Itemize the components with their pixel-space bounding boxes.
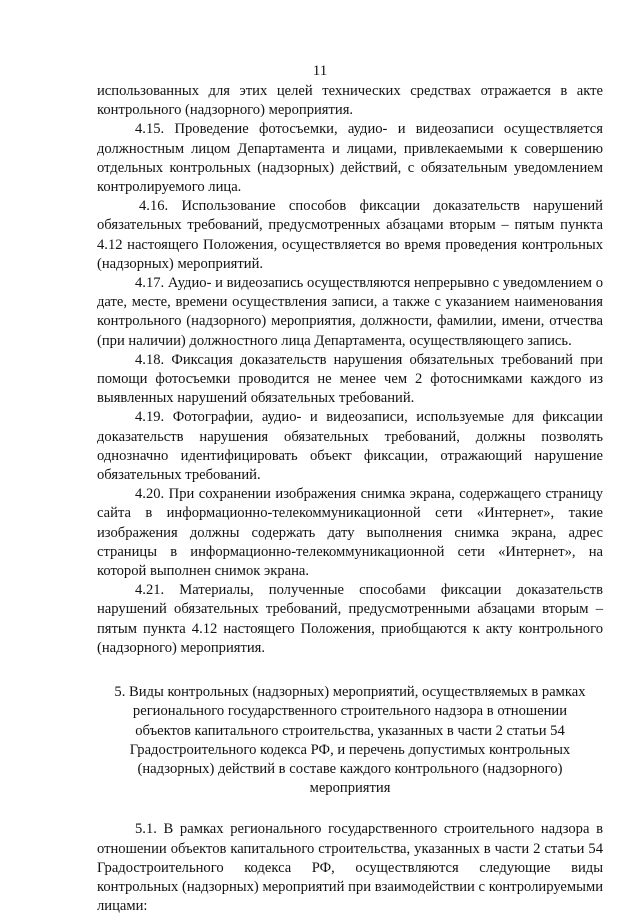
paragraph-4-15: 4.15. Проведение фотосъемки, аудио- и видеозаписи осуществляется должностным лицом Департамента и лицами, привлекаемыми к совершению отдельных контрольных (надзорных) действий, с обязательным уведомлением контролируемого лица. [97, 121, 603, 196]
paragraph-4-16: 4.16. Использование способов фиксации доказательств нарушений обязательных требований, предусмотренных абзацами вторым – пятым пункта 4.12 настоящего Положения, осуществляется во время проведения контрольных (надзорных) мероприятий. [97, 198, 603, 272]
paragraph-continuation: использованных для этих целей технических средствах отражается в акте контрольного (надзорного) мероприятия. [97, 83, 603, 119]
paragraph-4-17: 4.17. Аудио- и видеозапись осуществляются непрерывно с уведомлением о дате, месте, времени осуществления записи, а также с указанием наименования контрольного (надзорного) мероприятия, должности, фамилии, имени, отчества (при наличии) должностного лица Департамента, осуществляющего запись. [97, 275, 603, 349]
paragraph-4-18: 4.18. Фиксация доказательств нарушения обязательных требований при помощи фотосъемки проводится не менее чем 2 фотоснимками каждого из выявленных нарушений обязательных требований. [97, 351, 603, 407]
paragraph-4-20: 4.20. При сохранении изображения снимка экрана, содержащего страницу сайта в информационно-телекоммуникационной сети «Интернет», такие изображения должны содержать дату выполнения снимка экрана, адрес страницы в информационно-телекоммуникационной сети «Интернет», на которой выполнен снимок экрана. [97, 486, 603, 580]
paragraph-4-19: 4.19. Фотографии, аудио- и видеозаписи, используемые для фиксации доказательств нарушения обязательных требований, должны позволять однозначно идентифицировать объект фиксации, отражающий нарушение обязательных требований. [97, 409, 603, 484]
paragraph-5-1: 5.1. В рамках регионального государственного строительного надзора в отношении объектов капитального строительства, указанных в части 2 статьи 54 Градостроительного кодекса РФ, осуществляются следующие виды контрольных (надзорных) мероприятий при взаимодействии с контролируемыми лицами: [97, 821, 603, 915]
page-number: 11 [312, 63, 328, 79]
paragraph-4-21: 4.21. Материалы, полученные способами фиксации доказательств нарушений обязательных требований, предусмотренными абзацами вторым – пятым пункта 4.12 настоящего Положения, приобщаются к акту контрольного (надзорного) мероприятия. [97, 582, 603, 656]
section-heading: 5. Виды контрольных (надзорных) мероприятий, осуществляемых в рамках регионального государственного строительного надзора в отношении объектов капитального строительства, указанных в части 2 статьи 54 Градостроительного кодекса РФ, и перечень допустимых контрольных (надзорных) действий в составе каждого контрольного (надзорного) мероприятия [114, 684, 586, 797]
document-body [97, 82, 603, 916]
